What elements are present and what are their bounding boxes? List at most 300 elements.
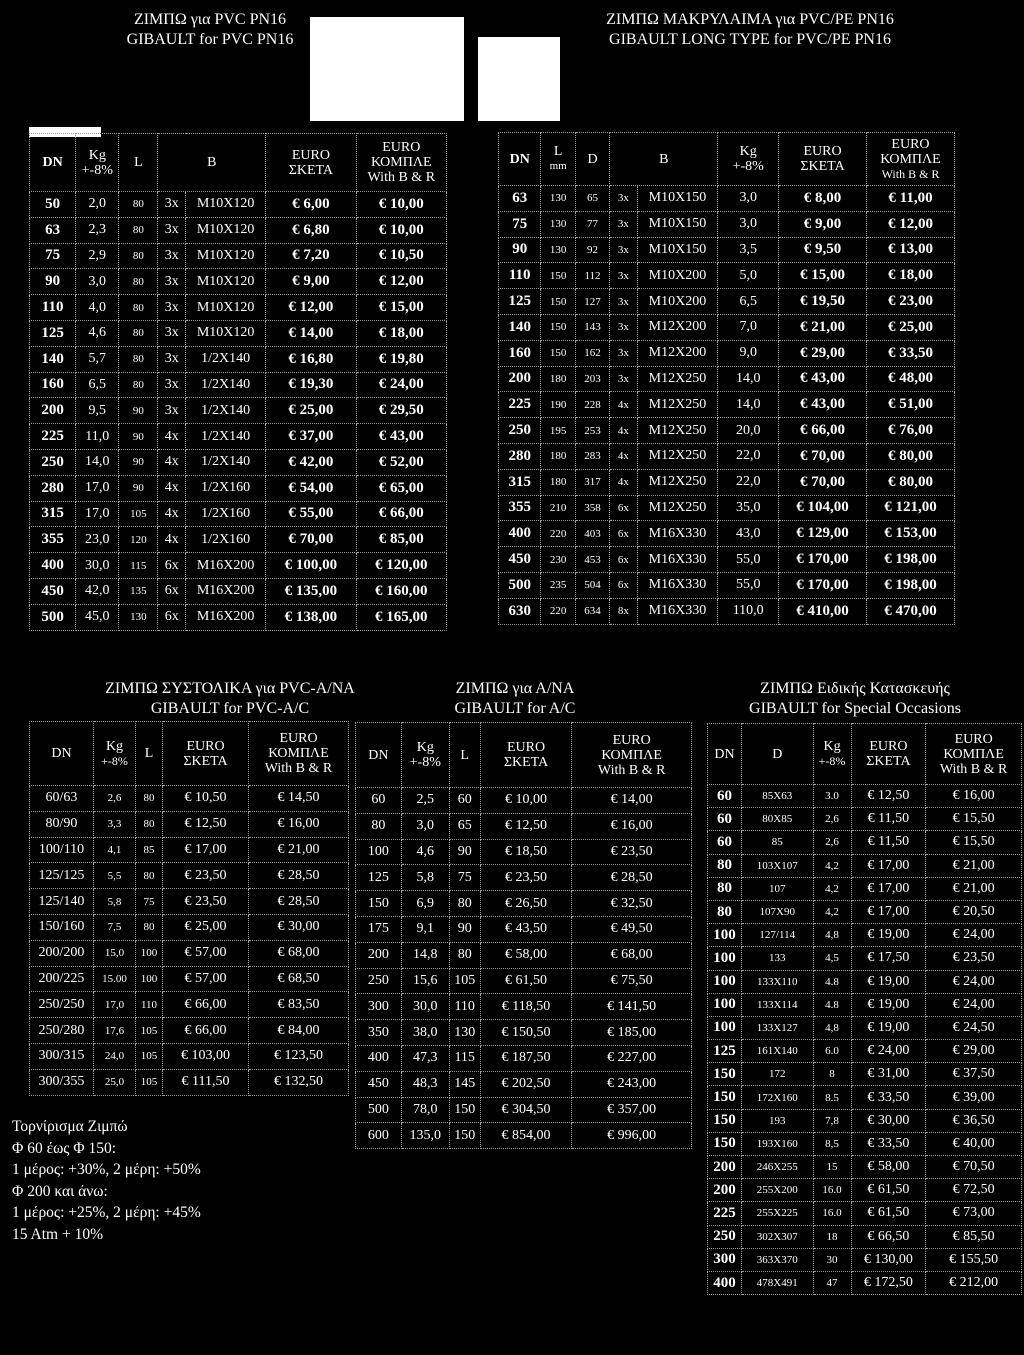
header-kg	[76, 134, 119, 192]
table-cell: € 103,00	[163, 1043, 249, 1069]
table-cell: € 212,00	[926, 1271, 1022, 1294]
table-row	[499, 263, 955, 289]
table-cell: € 470,00	[866, 598, 954, 624]
table-cell: € 52,00	[356, 449, 446, 475]
table-cell: 135,0	[401, 1123, 449, 1149]
table-cell: 3.0	[813, 785, 851, 808]
table-cell: 80	[119, 320, 158, 346]
table-cell: 500	[499, 572, 541, 598]
table-cell: 100	[136, 940, 163, 966]
header-d: D	[741, 724, 813, 785]
header-kg	[401, 723, 449, 788]
header-with: With B & R	[367, 170, 436, 185]
table-cell: 20,0	[718, 418, 779, 444]
table-cell: € 29,00	[926, 1040, 1022, 1063]
table-cell: 80X85	[741, 808, 813, 831]
table-row	[499, 237, 955, 263]
table-cell: € 66,00	[356, 501, 446, 527]
table-cell: 100	[708, 1016, 742, 1039]
table-cell: € 25,00	[163, 914, 249, 940]
table-cell: € 75,50	[572, 968, 692, 994]
table-cell: € 23,50	[163, 889, 249, 915]
table-cell: 4x	[158, 501, 186, 527]
table-cell: € 80,00	[866, 443, 954, 469]
table-cell: 6x	[610, 547, 637, 573]
table-cell: 100	[136, 966, 163, 992]
table-cell: 80	[136, 786, 163, 812]
table-cell: M10X120	[186, 269, 266, 295]
note-line: Φ 200 και άνω:	[12, 1182, 108, 1200]
table-cell: 4x	[610, 443, 637, 469]
table-cell: M12X250	[637, 469, 718, 495]
table-cell: € 185,00	[572, 1020, 692, 1046]
header-kg-label: Kg	[105, 738, 124, 754]
title-long-type	[555, 10, 945, 50]
table-cell: 6.0	[813, 1040, 851, 1063]
table-cell: 140	[30, 346, 76, 372]
table-cell: 3x	[158, 192, 186, 218]
table-cell: 8x	[610, 598, 637, 624]
table-cell: 60/63	[30, 786, 94, 812]
table-cell: 55,0	[718, 572, 779, 598]
header-b: B	[610, 133, 718, 186]
table-cell: € 12,50	[480, 813, 572, 839]
table-cell: 43,0	[718, 521, 779, 547]
table-cell: € 25,00	[266, 398, 356, 424]
title-line-gr: ΖΙΜΠΩ Ειδικής Κατασκευής	[760, 680, 950, 697]
table-cell: € 14,50	[249, 786, 349, 812]
table-cell: € 996,00	[572, 1123, 692, 1149]
table-row	[356, 788, 692, 814]
table-row	[708, 1179, 1022, 1202]
table-row	[30, 992, 349, 1018]
table-row	[708, 970, 1022, 993]
table-cell: € 16,00	[926, 785, 1022, 808]
table-cell: 90	[30, 269, 76, 295]
table-cell: 453	[575, 547, 609, 573]
table-cell: 250	[356, 968, 402, 994]
table-row	[708, 1202, 1022, 1225]
header-with: With B & R	[597, 762, 666, 778]
table-row	[708, 1132, 1022, 1155]
table-cell: € 165,00	[356, 604, 446, 630]
table-cell: € 11,00	[866, 186, 954, 212]
table-cell: 105	[136, 1069, 163, 1095]
table-cell: M10X120	[186, 295, 266, 321]
table-cell: 125	[499, 289, 541, 315]
table-cell: M12X250	[637, 392, 718, 418]
table-cell: € 68,00	[249, 940, 349, 966]
table-row	[499, 418, 955, 444]
table-cell: 47,3	[401, 1045, 449, 1071]
table-cell: 2,6	[813, 808, 851, 831]
table-row	[30, 811, 349, 837]
table-cell: € 19,00	[851, 1016, 926, 1039]
table-cell: 150	[541, 340, 575, 366]
table-cell: 4x	[610, 418, 637, 444]
table-cell: 130	[541, 211, 575, 237]
table-cell: € 138,00	[266, 604, 356, 630]
table-cell: € 24,00	[926, 924, 1022, 947]
table-cell: € 83,50	[249, 992, 349, 1018]
table-row	[30, 320, 447, 346]
table-cell: M12X250	[637, 418, 718, 444]
header-euro-komple	[926, 724, 1022, 785]
table-cell: 127	[575, 289, 609, 315]
table-cell: € 132,50	[249, 1069, 349, 1095]
table-cell: 6,5	[76, 372, 119, 398]
header-sketa: ΣΚΕΤΑ	[288, 162, 334, 178]
header-with: With B & R	[881, 166, 940, 181]
header-dn: DN	[356, 723, 402, 788]
table-cell: € 66,00	[163, 992, 249, 1018]
price-table-ac	[355, 722, 692, 1149]
table-cell: 150	[708, 1109, 742, 1132]
table-cell: 45,0	[76, 604, 119, 630]
table-cell: € 104,00	[779, 495, 867, 521]
table-cell: € 39,00	[926, 1086, 1022, 1109]
table-cell: € 18,00	[356, 320, 446, 346]
table-cell: 90	[449, 916, 480, 942]
table-cell: 150	[708, 1132, 742, 1155]
table-cell: 6,9	[401, 891, 449, 917]
table-cell: M12X250	[637, 366, 718, 392]
table-cell: € 12,00	[866, 211, 954, 237]
table-cell: M16X200	[186, 578, 266, 604]
table-cell: 4,0	[76, 295, 119, 321]
table-cell: 150	[541, 314, 575, 340]
table-cell: € 121,00	[866, 495, 954, 521]
header-kg-tolerance: +-8%	[818, 754, 846, 768]
table-cell: 150	[541, 289, 575, 315]
header-euro-sketa	[851, 724, 926, 785]
table-cell: € 72,50	[926, 1179, 1022, 1202]
table-cell: € 16,00	[249, 811, 349, 837]
table-cell: 1/2X160	[186, 501, 266, 527]
table-cell: 80	[449, 942, 480, 968]
table-cell: € 12,00	[266, 295, 356, 321]
table-cell: 150	[356, 891, 402, 917]
header-kg	[718, 133, 779, 186]
table-cell: € 18,00	[866, 263, 954, 289]
table-row	[499, 572, 955, 598]
table-cell: € 15,50	[926, 808, 1022, 831]
table-cell: € 170,00	[779, 547, 867, 573]
table-cell: M16X200	[186, 553, 266, 579]
table-cell: 3,3	[94, 811, 136, 837]
table-body	[30, 786, 349, 1096]
table-cell: € 73,00	[926, 1202, 1022, 1225]
table-cell: € 80,00	[866, 469, 954, 495]
table-cell: 85	[741, 831, 813, 854]
note-line: 1 μέρος: +30%, 2 μέρη: +50%	[12, 1161, 201, 1178]
table-cell: € 10,00	[356, 192, 446, 218]
table-cell: 17,6	[94, 1018, 136, 1044]
table-cell: 450	[499, 547, 541, 573]
table-row	[356, 968, 692, 994]
table-row	[499, 340, 955, 366]
header-sketa: ΣΚΕΤΑ	[183, 753, 228, 769]
table-cell: € 85,50	[926, 1225, 1022, 1248]
table-cell: € 15,00	[779, 263, 867, 289]
table-cell: 3,0	[718, 211, 779, 237]
table-cell: € 243,00	[572, 1071, 692, 1097]
table-cell: 16.0	[813, 1202, 851, 1225]
table-row	[708, 993, 1022, 1016]
table-row	[499, 392, 955, 418]
table-cell: 200	[708, 1179, 742, 1202]
table-cell: 230	[541, 547, 575, 573]
table-cell: € 30,00	[851, 1109, 926, 1132]
header-kg-tolerance: +-8%	[81, 162, 113, 178]
table-cell: 4x	[158, 449, 186, 475]
table-cell: € 85,00	[356, 527, 446, 553]
table-cell: € 23,50	[480, 865, 572, 891]
table-cell: € 6,00	[266, 192, 356, 218]
table-cell: 150	[541, 263, 575, 289]
table-cell: 15.00	[94, 966, 136, 992]
table-cell: 30,0	[76, 553, 119, 579]
table-body	[708, 785, 1022, 1295]
table-cell: 17,0	[76, 501, 119, 527]
table-cell: 225	[499, 392, 541, 418]
table-cell: € 43,50	[480, 916, 572, 942]
table-cell: 4,8	[813, 1016, 851, 1039]
table-cell: 3x	[610, 340, 637, 366]
table-cell: 127/114	[741, 924, 813, 947]
table-cell: € 17,00	[851, 877, 926, 900]
table-cell: € 70,50	[926, 1156, 1022, 1179]
table-row	[30, 243, 447, 269]
table-cell: 1/2X140	[186, 398, 266, 424]
table-row	[499, 469, 955, 495]
table-cell: 193X160	[741, 1132, 813, 1155]
header-kg-tolerance: +-8%	[732, 159, 764, 174]
header-kg-tolerance: +-8%	[101, 753, 128, 768]
table-cell: 161X140	[741, 1040, 813, 1063]
table-cell: 450	[356, 1071, 402, 1097]
header-euro: EURO	[803, 144, 842, 159]
table-cell: M16X330	[637, 521, 718, 547]
table-cell: 283	[575, 443, 609, 469]
table-cell: 2,3	[76, 217, 119, 243]
table-cell: 75	[449, 865, 480, 891]
table-cell: 80	[119, 217, 158, 243]
table-row	[499, 211, 955, 237]
header-euro-komple	[249, 722, 349, 786]
table-cell: € 17,00	[851, 900, 926, 923]
table-cell: 90	[119, 449, 158, 475]
title-special	[700, 679, 1010, 719]
table-cell: 110	[30, 295, 76, 321]
table-cell: 4.8	[813, 993, 851, 1016]
table-cell: M10X150	[637, 211, 718, 237]
table-cell: 14,0	[76, 449, 119, 475]
table-cell: € 19,50	[779, 289, 867, 315]
price-table-reducing	[29, 721, 349, 1096]
table-cell: € 49,50	[572, 916, 692, 942]
table-row	[708, 1040, 1022, 1063]
table-cell: € 25,00	[866, 314, 954, 340]
title-line-en: GIBAULT for PVC-A/C	[150, 700, 310, 717]
table-cell: 3x	[610, 314, 637, 340]
table-cell: € 33,50	[866, 340, 954, 366]
table-cell: 60	[356, 788, 402, 814]
table-cell: € 9,00	[779, 211, 867, 237]
table-cell: 80	[708, 854, 742, 877]
table-row	[499, 547, 955, 573]
title-line-en: GIBAULT for Special Occasions	[749, 700, 961, 717]
table-row	[30, 786, 349, 812]
table-cell: 180	[541, 443, 575, 469]
table-cell: 100	[356, 839, 402, 865]
table-row	[30, 192, 447, 218]
table-cell: € 61,50	[851, 1179, 926, 1202]
table-cell: € 58,00	[851, 1156, 926, 1179]
table-cell: 77	[575, 211, 609, 237]
table-cell: 5,8	[94, 889, 136, 915]
table-row	[356, 1045, 692, 1071]
table-cell: 110,0	[718, 598, 779, 624]
table-cell: € 24,00	[851, 1040, 926, 1063]
table-cell: 80	[119, 295, 158, 321]
header-euro: EURO	[291, 147, 330, 163]
table-row	[356, 813, 692, 839]
table-cell: € 9,00	[266, 269, 356, 295]
table-cell: € 10,50	[163, 786, 249, 812]
table-row	[708, 1225, 1022, 1248]
table-cell: 4x	[610, 469, 637, 495]
table-cell: 450	[30, 578, 76, 604]
table-cell: € 19,80	[356, 346, 446, 372]
table-cell: 3x	[158, 320, 186, 346]
table-cell: 60	[449, 788, 480, 814]
table-cell: 300/315	[30, 1043, 94, 1069]
table-cell: 200	[30, 398, 76, 424]
table-cell: 4,1	[94, 837, 136, 863]
header-l-unit: mm	[549, 160, 567, 172]
table-row	[708, 1086, 1022, 1109]
table-cell: 2,6	[813, 831, 851, 854]
header-kg	[94, 722, 136, 786]
table-cell: 100/110	[30, 837, 94, 863]
table-cell: 8.5	[813, 1086, 851, 1109]
table-cell: 400	[356, 1045, 402, 1071]
table-cell: € 32,50	[572, 891, 692, 917]
table-cell: M12X200	[637, 314, 718, 340]
table-cell: 3x	[158, 398, 186, 424]
table-cell: 180	[541, 366, 575, 392]
table-cell: M16X330	[637, 572, 718, 598]
table-cell: 4,8	[813, 924, 851, 947]
table-cell: € 68,00	[572, 942, 692, 968]
table-cell: 80	[119, 372, 158, 398]
table-cell: 80	[119, 192, 158, 218]
table-cell: 3x	[610, 237, 637, 263]
table-cell: 15,6	[401, 968, 449, 994]
table-row	[708, 854, 1022, 877]
table-cell: € 227,00	[572, 1045, 692, 1071]
table-cell: 315	[499, 469, 541, 495]
header-l	[541, 133, 575, 186]
table-body	[30, 192, 447, 631]
table-cell: 47	[813, 1271, 851, 1294]
table-cell: € 58,00	[480, 942, 572, 968]
table-cell: 246X255	[741, 1156, 813, 1179]
table-cell: 14,0	[718, 366, 779, 392]
table-cell: 24,0	[94, 1043, 136, 1069]
table-cell: 11,0	[76, 424, 119, 450]
table-cell: € 130,00	[851, 1248, 926, 1271]
table-cell: 228	[575, 392, 609, 418]
table-cell: 190	[541, 392, 575, 418]
table-cell: € 23,00	[866, 289, 954, 315]
header-l: L	[136, 722, 163, 786]
table-cell: 478X491	[741, 1271, 813, 1294]
header-sketa: ΣΚΕΤΑ	[503, 755, 549, 770]
table-cell: 85X63	[741, 785, 813, 808]
table-cell: € 65,00	[356, 475, 446, 501]
table-cell: M10X120	[186, 217, 266, 243]
header-euro: EURO	[506, 740, 546, 755]
table-row	[708, 1063, 1022, 1086]
table-cell: € 37,00	[266, 424, 356, 450]
table-cell: 145	[449, 1071, 480, 1097]
table-row	[30, 1069, 349, 1095]
price-table-pvc-pn16	[29, 133, 447, 631]
table-cell: € 410,00	[779, 598, 867, 624]
table-row	[30, 837, 349, 863]
table-cell: € 10,00	[356, 217, 446, 243]
table-cell: € 202,50	[480, 1071, 572, 1097]
table-cell: € 21,00	[779, 314, 867, 340]
header-kg	[813, 724, 851, 785]
note-line: Φ 60 έως Φ 150:	[12, 1139, 117, 1157]
table-cell: 3x	[610, 186, 637, 212]
table-cell: 3x	[158, 372, 186, 398]
table-cell: 3x	[158, 269, 186, 295]
note-line: 1 μέρος: +25%, 2 μέρη: +45%	[12, 1204, 201, 1221]
table-cell: 133X114	[741, 993, 813, 1016]
table-cell: € 150,50	[480, 1020, 572, 1046]
header-euro-sketa	[779, 133, 867, 186]
table-row	[499, 186, 955, 212]
table-cell: 55,0	[718, 547, 779, 573]
table-cell: 5,7	[76, 346, 119, 372]
table-cell: 6x	[610, 521, 637, 547]
table-row	[30, 1018, 349, 1044]
table-cell: 3x	[610, 211, 637, 237]
table-cell: € 111,50	[163, 1069, 249, 1095]
table-cell: € 18,50	[480, 839, 572, 865]
table-row	[30, 501, 447, 527]
table-cell: 180	[541, 469, 575, 495]
table-cell: 15	[813, 1156, 851, 1179]
table-cell: € 23,50	[926, 947, 1022, 970]
table-cell: € 187,50	[480, 1045, 572, 1071]
table-cell: M10X120	[186, 192, 266, 218]
table-cell: € 304,50	[480, 1097, 572, 1123]
table-cell: 203	[575, 366, 609, 392]
table-cell: 60	[708, 785, 742, 808]
table-cell: 125/125	[30, 863, 94, 889]
table-cell: € 160,00	[356, 578, 446, 604]
table-row	[30, 966, 349, 992]
table-cell: 7,8	[813, 1109, 851, 1132]
table-row	[356, 1071, 692, 1097]
header-euro-komple	[866, 133, 954, 186]
note-line: Τορνίρισμα Ζιμπώ	[12, 1118, 128, 1135]
